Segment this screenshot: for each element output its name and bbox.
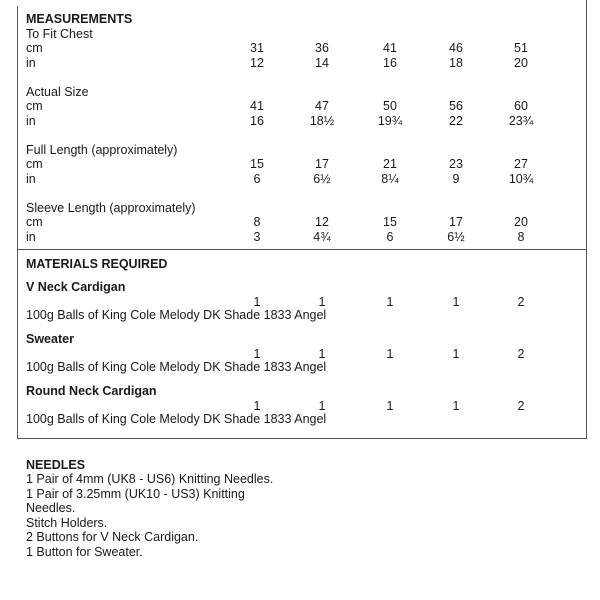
needles-line: 1 Pair of 3.25mm (UK10 - US3) Knitting [26,486,245,501]
needles-heading: NEEDLES [26,458,86,472]
size-value: 15 [250,157,264,171]
size-value: 2 [517,347,525,361]
needles-line: 2 Buttons for V Neck Cardigan. [26,530,199,544]
unit-label: in [26,172,36,186]
size-value: 1 [318,347,326,361]
size-value: 17 [449,215,463,229]
yarn-description: 100g Balls of King Cole Melody DK Shade 1833 Angel [26,412,327,426]
size-value: 47 [315,99,329,113]
size-value: 9 [452,172,460,186]
size-value: 12 [315,215,329,229]
materials-heading: MATERIALS REQUIRED [26,257,168,271]
size-value: 6 [253,172,261,186]
size-value: 3 [253,230,261,244]
unit-label: in [26,114,36,128]
size-value: 31 [250,41,264,55]
size-value: 1 [253,399,261,413]
garment-name: Sweater [26,332,74,346]
unit-label: cm [26,41,43,55]
unit-label: cm [26,157,43,171]
size-value: 15 [383,215,397,229]
size-value: 18½ [309,114,335,128]
size-value: 2 [517,295,525,309]
size-value: 1 [386,347,394,361]
unit-label: cm [26,99,43,113]
garment-name: V Neck Cardigan [26,280,126,294]
unit-label: in [26,230,36,244]
size-value: 51 [514,41,528,55]
size-value: 41 [250,99,264,113]
size-value: 1 [452,347,460,361]
yarn-description: 100g Balls of King Cole Melody DK Shade 1833 Angel [26,360,327,374]
size-value: 10¾ [508,172,534,186]
size-value: 27 [514,157,528,171]
right-border-line [586,0,587,438]
size-value: 8 [517,230,525,244]
size-value: 56 [449,99,463,113]
size-value: 1 [253,347,261,361]
size-value: 20 [514,56,528,70]
size-value: 8 [253,215,261,229]
size-value: 21 [383,157,397,171]
size-value: 1 [318,295,326,309]
size-value: 4¾ [313,230,331,244]
size-value: 16 [383,56,397,70]
unit-label: in [26,56,36,70]
size-value: 1 [452,295,460,309]
size-value: 50 [383,99,397,113]
size-value: 23¾ [508,114,534,128]
size-value: 8¼ [381,172,399,186]
needles-line: 1 Pair of 4mm (UK8 - US6) Knitting Needles. [26,472,274,486]
measurement-label: Full Length (approximately) [26,143,178,157]
size-value: 19¾ [377,114,403,128]
size-value: 20 [514,215,528,229]
measurement-label: Actual Size [26,85,89,99]
size-value: 22 [449,114,463,128]
size-value: 16 [250,114,264,128]
size-value: 6½ [447,230,465,244]
size-value: 60 [514,99,528,113]
size-value: 14 [315,56,329,70]
size-value: 6 [386,230,394,244]
size-value: 1 [452,399,460,413]
size-value: 1 [253,295,261,309]
needles-line: Needles. [26,501,76,515]
size-value: 1 [318,399,326,413]
size-value: 1 [386,295,394,309]
size-value: 46 [449,41,463,55]
measurement-label: Sleeve Length (approximately) [26,201,196,215]
unit-label: cm [26,215,43,229]
size-value: 41 [383,41,397,55]
yarn-description: 100g Balls of King Cole Melody DK Shade 1833 Angel [26,308,327,322]
size-value: 17 [315,157,329,171]
measurement-label: To Fit Chest [26,27,93,41]
size-value: 12 [250,56,264,70]
size-value: 23 [449,157,463,171]
size-value: 36 [315,41,329,55]
section-divider [17,249,587,250]
size-value: 2 [517,399,525,413]
needles-line: 1 Button for Sweater. [26,544,143,559]
size-value: 1 [386,399,394,413]
measurements-heading: MEASUREMENTS [26,12,133,26]
garment-name: Round Neck Cardigan [26,384,157,398]
size-value: 6½ [313,172,331,186]
size-value: 18 [449,56,463,70]
needles-line: Stitch Holders. [26,515,108,530]
